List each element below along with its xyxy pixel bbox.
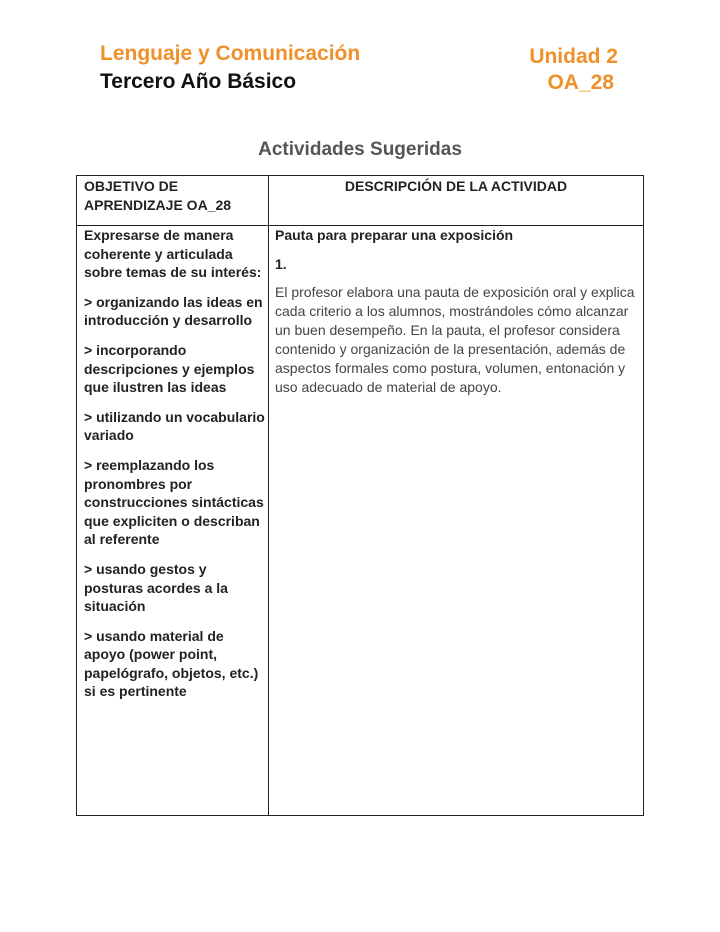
objective-item: > usando material de apoyo (power point, papelógrafo, objetos, etc.) si es pertinente [84,627,259,700]
objective-cell [84,226,265,712]
column-divider [268,176,269,815]
page-title: Actividades Sugeridas [258,139,462,160]
objective-item: > reemplazando los pronombres por construcciones sintácticas que expliciten o describan al referente [84,456,264,548]
subject-title: Lenguaje y Comunicación [100,42,361,65]
activity-title: Pauta para preparar una exposición [275,227,514,243]
objective-item: > usando gestos y posturas acordes a la situación [84,560,228,615]
description-column-header: DESCRIPCIÓN DE LA ACTIVIDAD [344,178,568,194]
description-cell [275,226,635,397]
unit-label: Unidad 2 [529,45,618,68]
grade-level: Tercero Año Básico [100,70,297,93]
objective-column-header: OBJETIVO DE APRENDIZAJE OA_28 [84,178,232,213]
activity-number: 1. [275,256,287,272]
objective-item: > organizando las ideas en introducción y desarrollo [84,293,263,329]
page-header [100,42,620,102]
activities-table [76,175,644,816]
objective-intro: Expresarse de manera coherente y articulada sobre temas de su interés: [84,227,262,281]
objective-item: > incorporando descripciones y ejemplos que ilustren las ideas [84,341,255,396]
objective-item: > utilizando un vocabulario variado [84,408,265,444]
activity-description: El profesor elabora una pauta de exposición oral y explica cada criterio a los alumnos, mostrándoles cómo alcanzar un buen desempeño. En la pauta, el profesor considera contenido y organización de la presentación, además de aspectos formales como postura, volumen, entonación y uso adecuado de material de apoyo. [275,284,635,395]
objective-code: OA_28 [547,71,614,94]
